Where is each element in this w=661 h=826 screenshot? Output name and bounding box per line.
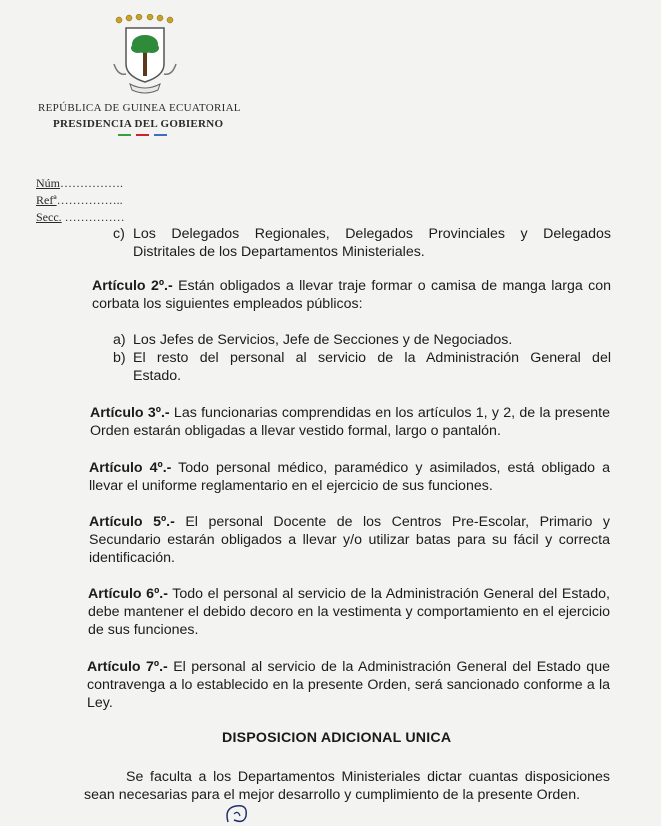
article-6-title: Artículo 6º.- <box>88 586 168 602</box>
ref-number-dots: ……………. <box>60 176 123 190</box>
signature-mark <box>222 800 262 826</box>
item-c-line2: Distritales de los Departamentos Ministeriales. <box>133 244 425 260</box>
article-2-text: Están obligados a llevar traje formar o camisa de manga larga con corbata los siguientes empleados públicos: <box>92 278 611 312</box>
ref-number-line <box>36 176 123 191</box>
article-6 <box>88 585 610 639</box>
disposition-heading: DISPOSICION ADICIONAL UNICA <box>222 730 452 746</box>
article-5-text: El personal Docente de los Centros Pre-Escolar, Primario y Secundario estarán obligados a llevar y/o utilizar batas para su fácil y correcta identificación. <box>89 514 610 566</box>
list-marker-c: c) <box>113 226 125 242</box>
article-5-title: Artículo 5º.- <box>89 514 175 530</box>
ref-section-label: Secc. <box>36 210 62 224</box>
article-2-title: Artículo 2º.- <box>92 278 173 294</box>
office-name: PRESIDENCIA DEL GOBIERNO <box>53 118 224 130</box>
flag-stripe-blue <box>154 134 167 136</box>
article-6-text: Todo el personal al servicio de la Administración General del Estado, debe mantener el debido decoro en la vestimenta y comportamiento en el ejercicio de sus funciones. <box>88 586 610 638</box>
article-3-text: Las funcionarias comprendidas en los artículos 1, y 2, de la presente Orden estarán obligadas a llevar vestido formal, largo o pantalón. <box>90 405 611 439</box>
item-c-line1: Los Delegados Regionales, Delegados Provinciales y Delegados <box>133 226 611 242</box>
ref-section-dots: …………… <box>61 210 125 224</box>
flag-stripe-red <box>136 134 149 136</box>
article-4-title: Artículo 4º.- <box>89 460 172 476</box>
item-b-line2: Estado. <box>133 368 182 384</box>
item-a-text: Los Jefes de Servicios, Jefe de Secciones y de Negociados. <box>133 332 513 348</box>
ref-reference-dots: …………….. <box>56 193 123 207</box>
item-b-line1: El resto del personal al servicio de la Administración General del <box>133 350 611 366</box>
article-7-text: El personal al servicio de la Administración General del Estado que contravenga a lo establecido en la presente Orden, será sancionado conforme a la Ley. <box>87 659 610 711</box>
ref-reference-label: Refª <box>36 193 57 207</box>
article-4-text: Todo personal médico, paramédico y asimilados, está obligado a llevar el uniforme reglamentario en el ejercicio de sus funciones. <box>89 460 610 494</box>
article-7 <box>87 658 610 712</box>
list-marker-b: b) <box>113 350 126 366</box>
ref-section-line <box>36 210 125 225</box>
article-2 <box>92 277 611 313</box>
article-4 <box>89 459 610 495</box>
list-marker-a: a) <box>113 332 126 348</box>
country-name: REPÚBLICA DE GUINEA ECUATORIAL <box>38 102 241 114</box>
ref-reference-line <box>36 193 123 208</box>
disposition-text: Se faculta a los Departamentos Ministeriales dictar cuantas disposiciones sean necesarias para el mejor desarrollo y cumplimiento de la presente Orden. <box>84 769 610 803</box>
flag-stripe-green <box>118 134 131 136</box>
coat-of-arms-emblem <box>110 14 180 96</box>
article-5 <box>89 513 610 567</box>
article-7-title: Artículo 7º.- <box>87 659 168 675</box>
ref-number-label: Núm <box>36 176 60 190</box>
article-3 <box>90 404 610 440</box>
article-3-title: Artículo 3º.- <box>90 405 170 421</box>
